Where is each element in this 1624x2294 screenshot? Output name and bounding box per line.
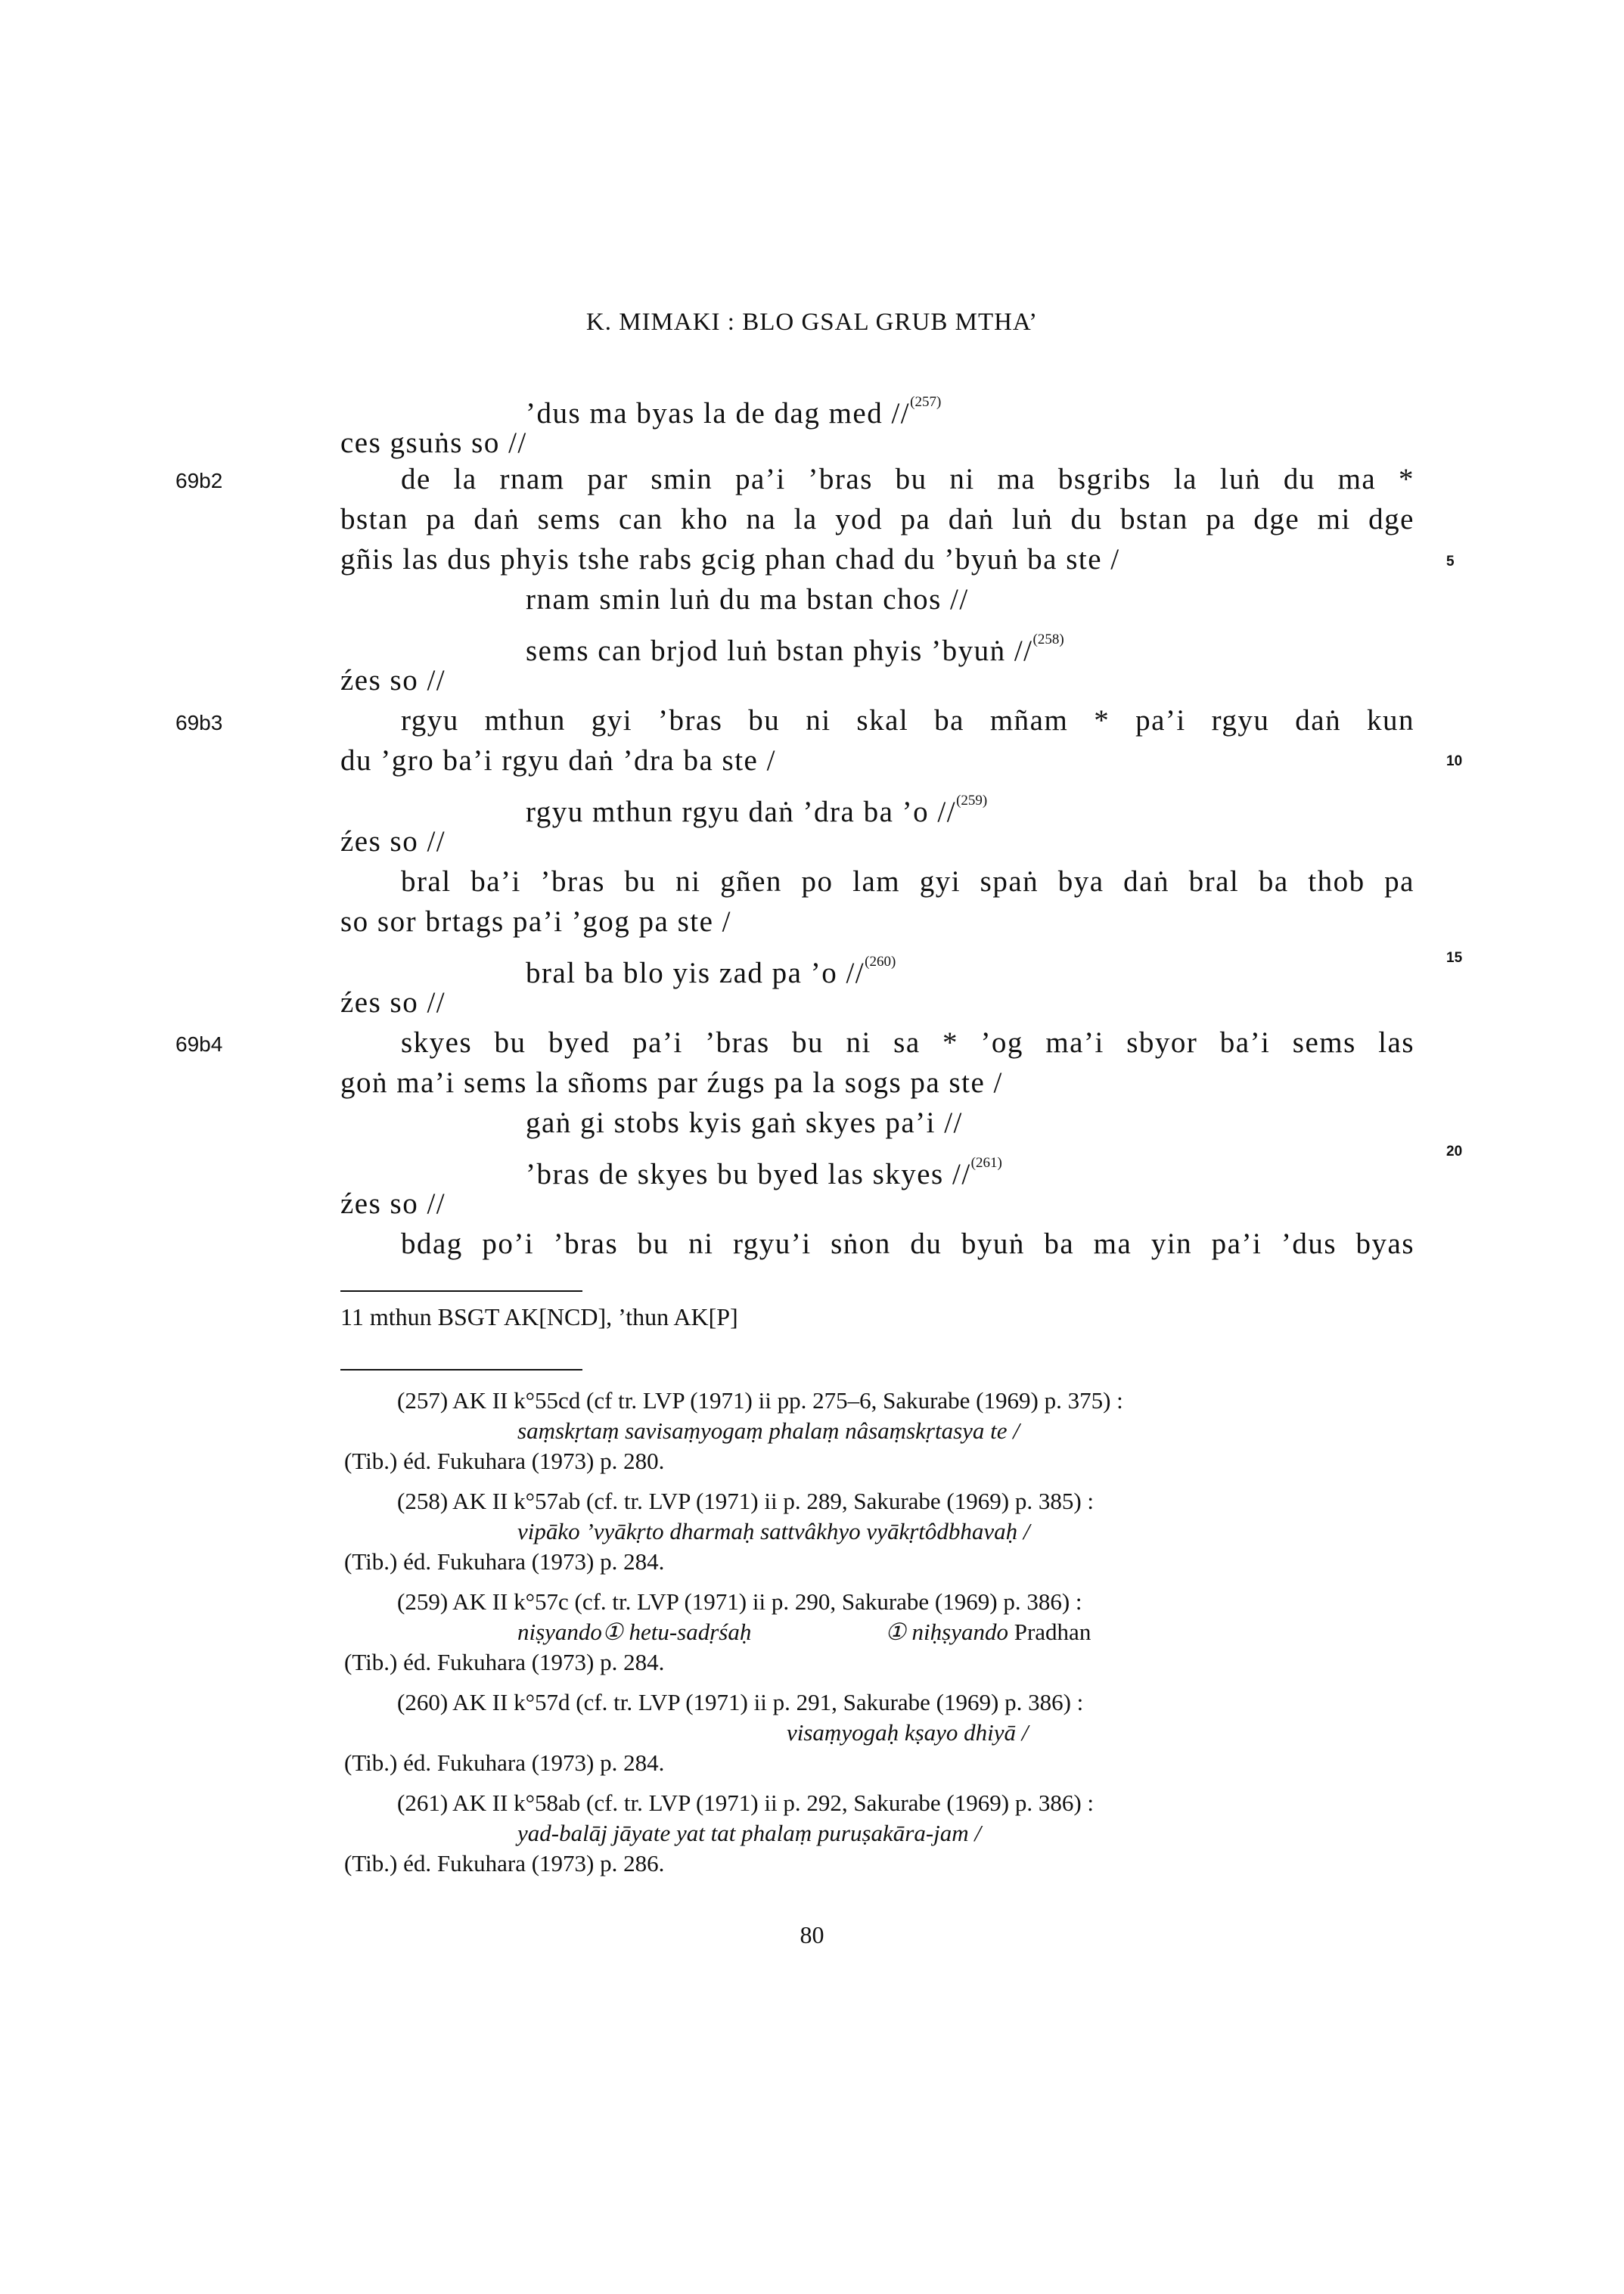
footnote-258: (258) AK II k°57ab (cf. tr. LVP (1971) ii p. 289, Sakurabe (1969) p. 385) :: [397, 1488, 1095, 1514]
text-line: de la rnam par smin pa’i ’bras bu ni ma bsgribs la luṅ du ma *: [401, 463, 1414, 495]
footnote-variant: ① niḥṣyando Pradhan: [885, 1619, 1091, 1645]
footnote-tib: (Tib.) éd. Fukuhara (1973) p. 284.: [344, 1649, 665, 1675]
running-header: K. MIMAKI : BLO GSAL GRUB MTHA’: [585, 309, 1039, 336]
line-number: 10: [1446, 753, 1463, 769]
variant-note: 11 mthun BSGT AK[NCD], ’thun AK[P]: [340, 1303, 738, 1330]
apparatus-rule: [340, 1290, 582, 1292]
footnote-260: (260) AK II k°57d (cf. tr. LVP (1971) ii p. 291, Sakurabe (1969) p. 386) :: [397, 1689, 1084, 1715]
footnote-tib: (Tib.) éd. Fukuhara (1973) p. 284.: [344, 1548, 665, 1575]
text-line: źes so //: [340, 825, 446, 858]
line-number: 5: [1446, 554, 1455, 570]
text-line: źes so //: [340, 664, 446, 697]
verse-line: rnam smin luṅ du ma bstan chos //: [526, 583, 969, 616]
line-number: 15: [1446, 950, 1463, 966]
text-line: rgyu mthun gyi ’bras bu ni skal ba mñam * pa’i rgyu daṅ kun: [401, 704, 1414, 737]
footnote-ref[interactable]: (260): [865, 954, 896, 970]
footnote-sanskrit: yad-balāj jāyate yat tat phalaṃ puruṣakāra-jam /: [517, 1820, 982, 1846]
verse-line: bral ba blo yis zad pa ’o //$^{(260)}$: [526, 954, 896, 989]
verse-line: rgyu mthun rgyu daṅ ’dra ba ’o //$^{(259)}$: [526, 793, 988, 828]
footnote-ref[interactable]: (258): [1032, 632, 1064, 647]
verse-line: sems can brjod luṅ bstan phyis ’byuṅ //$^{(258)}$: [526, 632, 1064, 667]
text-line: so sor brtags pa’i ’gog pa ste /: [340, 905, 731, 938]
text-line: źes so //: [340, 1187, 446, 1220]
folio-marker: 69b3: [175, 711, 223, 734]
footnote-261: (261) AK II k°58ab (cf. tr. LVP (1971) ii p. 292, Sakurabe (1969) p. 386) :: [397, 1790, 1095, 1816]
footnote-tib: (Tib.) éd. Fukuhara (1973) p. 286.: [344, 1850, 665, 1876]
verse-line: ’bras de skyes bu byed las skyes //$^{(261)}$: [526, 1155, 1002, 1190]
footnote-ref[interactable]: (261): [970, 1155, 1002, 1171]
text-line: gñis las dus phyis tshe rabs gcig phan chad du ’byuṅ ba ste /: [340, 543, 1120, 576]
footnote-sanskrit: saṃskṛtaṃ savisaṃyogaṃ phalaṃ nâsaṃskṛtasya te /: [517, 1417, 1020, 1444]
verse-line: gaṅ gi stobs kyis gaṅ skyes pa’i //: [526, 1107, 963, 1139]
footnote-ref[interactable]: (259): [956, 793, 988, 809]
footnote-259: (259) AK II k°57c (cf. tr. LVP (1971) ii p. 290, Sakurabe (1969) p. 386) :: [397, 1588, 1082, 1615]
text-line: bstan pa daṅ sems can kho na la yod pa daṅ luṅ du bstan pa dge mi dge: [340, 503, 1414, 535]
text-line: skyes bu byed pa’i ’bras bu ni sa * ’og ma’i sbyor ba’i sems las: [401, 1026, 1414, 1059]
text-line: ces gsuṅs so //: [340, 427, 527, 459]
line-number: 20: [1446, 1144, 1463, 1159]
footnote-ref[interactable]: (257): [910, 394, 942, 410]
footnote-tib: (Tib.) éd. Fukuhara (1973) p. 280.: [344, 1448, 665, 1474]
text-line: bdag po’i ’bras bu ni rgyu’i sṅon du byuṅ ba ma yin pa’i ’dus byas: [401, 1228, 1414, 1260]
text-line: bral ba’i ’bras bu ni gñen po lam gyi spaṅ bya daṅ bral ba thob pa: [401, 865, 1414, 898]
page-number: 80: [800, 1921, 824, 1948]
text-line: źes so //: [340, 986, 446, 1019]
verse-line: ’dus ma byas la de dag med //$^{(257)}$: [526, 394, 942, 430]
footnote-rule: [340, 1369, 582, 1371]
footnote-sanskrit: vipāko ’vyākṛto dharmaḥ sattvâkhyo vyākṛtôdbhavaḥ /: [517, 1518, 1030, 1544]
footnote-sanskrit: niṣyando① hetu-sadṛśaḥ: [517, 1619, 752, 1645]
footnote-257: (257) AK II k°55cd (cf tr. LVP (1971) ii pp. 275–6, Sakurabe (1969) p. 375) :: [397, 1387, 1123, 1414]
footnote-tib: (Tib.) éd. Fukuhara (1973) p. 284.: [344, 1749, 665, 1776]
text-line: du ’gro ba’i rgyu daṅ ’dra ba ste /: [340, 744, 776, 777]
folio-marker: 69b4: [175, 1032, 223, 1056]
footnote-sanskrit: visaṃyogaḥ kṣayo dhiyā /: [787, 1719, 1029, 1746]
folio-marker: 69b2: [175, 469, 223, 492]
text-line: goṅ ma’i sems la sñoms par źugs pa la sogs pa ste /: [340, 1066, 1003, 1099]
